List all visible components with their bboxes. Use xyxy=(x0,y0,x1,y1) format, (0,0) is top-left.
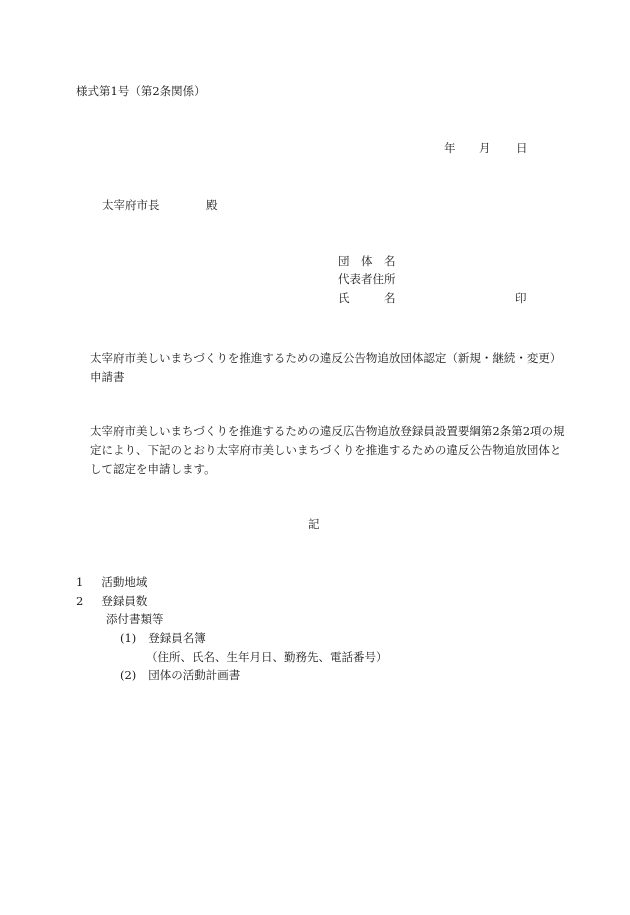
date-month-label: 月 xyxy=(479,141,491,155)
form-number: 様式第1号（第2条関係） xyxy=(76,84,206,98)
attachment-label: 団体の活動計画書 xyxy=(148,668,241,682)
attachments-heading: 添付書類等 xyxy=(106,612,164,626)
item-number: 1 xyxy=(76,575,84,589)
attachment-member-list-detail: （住所、氏名、生年月日、勤務先、電話番号） xyxy=(146,650,388,664)
item-label: 活動地域 xyxy=(101,575,148,589)
attachment-activity-plan xyxy=(120,670,240,682)
ki-heading: 記 xyxy=(308,517,320,531)
date-day-label: 日 xyxy=(516,141,528,155)
addressee-name: 太宰府市長 xyxy=(102,198,160,212)
document-title: 太宰府市美しいまちづくりを推進するための違反公告物追放団体認定（新規・継続・変更）申請書 xyxy=(90,351,562,384)
date-year-label: 年 xyxy=(444,141,456,155)
attachment-label: 登録員名簿 xyxy=(148,631,206,645)
applicant-name-label: 氏 名 xyxy=(338,291,396,305)
attachment-number: (2) xyxy=(120,668,137,682)
applicant-group-name-label: 団 体 名 xyxy=(338,254,396,268)
item-member-count xyxy=(76,596,147,608)
applicant-seal-label: 印 xyxy=(515,291,527,305)
addressee-honorific: 殿 xyxy=(206,198,218,212)
item-label: 登録員数 xyxy=(101,594,148,608)
attachment-number: (1) xyxy=(120,631,137,645)
attachment-member-list xyxy=(120,633,206,645)
item-activity-area xyxy=(76,577,147,589)
applicant-representative-address-label: 代表者住所 xyxy=(338,272,396,286)
item-number: 2 xyxy=(76,594,84,608)
body-paragraph: 太宰府市美しいまちづくりを推進するための違反広告物追放登録員設置要綱第2条第2項の規定により、下記のとおり太宰府市美しいまちづくりを推進するための違反公告物追放団体として認定を申請します。 xyxy=(90,424,565,476)
